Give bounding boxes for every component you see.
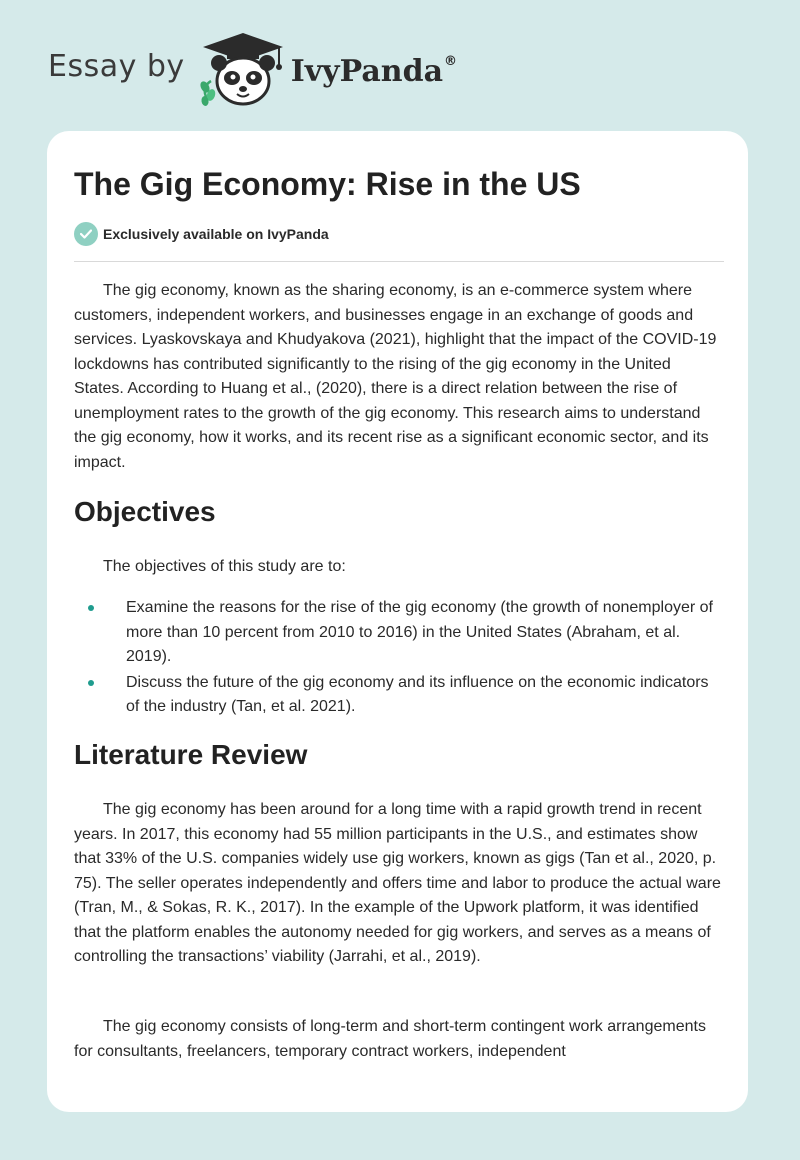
literature-paragraph: The gig economy consists of long-term and short-term contingent work arrangements for consultants, freelancers, temporary contract workers, independent (74, 1018, 706, 1060)
essay-card (47, 131, 748, 1112)
bullet-icon (88, 605, 94, 611)
objectives-heading: Objectives (74, 496, 216, 527)
list-item: Discuss the future of the gig economy and its influence on the economic indicators of the industry (Tan, et al. 2021). (74, 671, 724, 720)
site-header (48, 30, 457, 110)
registered-mark: ® (444, 53, 458, 69)
panda-graduate-icon[interactable] (199, 31, 287, 109)
objectives-intro: The objectives of this study are to: (103, 558, 346, 575)
divider (74, 261, 724, 262)
literature-heading: Literature Review (74, 739, 308, 770)
essay-by-label: Essay by (48, 48, 185, 84)
exclusive-badge (74, 222, 329, 246)
literature-paragraph: The gig economy has been around for a long time with a rapid growth trend in recent years. In 2017, this economy had 55 million participants in the U.S., and estimates show that 33% of the U.S. companies widely use gig workers, known as gigs (Tan et al., 2020, p. 75). The seller operates independently and offers time and labor to produce the actual ware (Tran, M., & Sokas, R. K., 2017). In the example of the Upwork platform, it was identified that the platform enables the autonomy needed for gig workers, and serves as a means of controlling the transactions’ viability (Jarrahi, et al., 2019). (74, 801, 721, 965)
exclusive-label: Exclusively available on IvyPanda (103, 226, 329, 242)
bullet-icon (88, 680, 94, 686)
page-title: The Gig Economy: Rise in the US (74, 166, 581, 202)
list-item: Examine the reasons for the rise of the gig economy (the growth of nonemployer of more than 10 percent from 2010 to 2016) in the United States (Abraham, et al. 2019). (74, 596, 724, 670)
brand-name[interactable]: IvyPanda® (290, 53, 458, 89)
objectives-list (74, 596, 724, 721)
intro-paragraph: The gig economy, known as the sharing economy, is an e-commerce system where customers, independent workers, and businesses engage in an exchange of goods and services. Lyaskovskaya and Khudyakova (2021), highlight that the impact of the COVID-19 lockdowns has contributed significantly to the rising of the gig economy in the United States. According to Huang et al., (2020), there is a direct relation between the rise of unemployment rates to the growth of the gig economy. This research aims to understand the gig economy, how it works, and its recent rise as a significant economic sector, and its impact. (74, 282, 717, 471)
check-circle-icon (74, 222, 98, 246)
